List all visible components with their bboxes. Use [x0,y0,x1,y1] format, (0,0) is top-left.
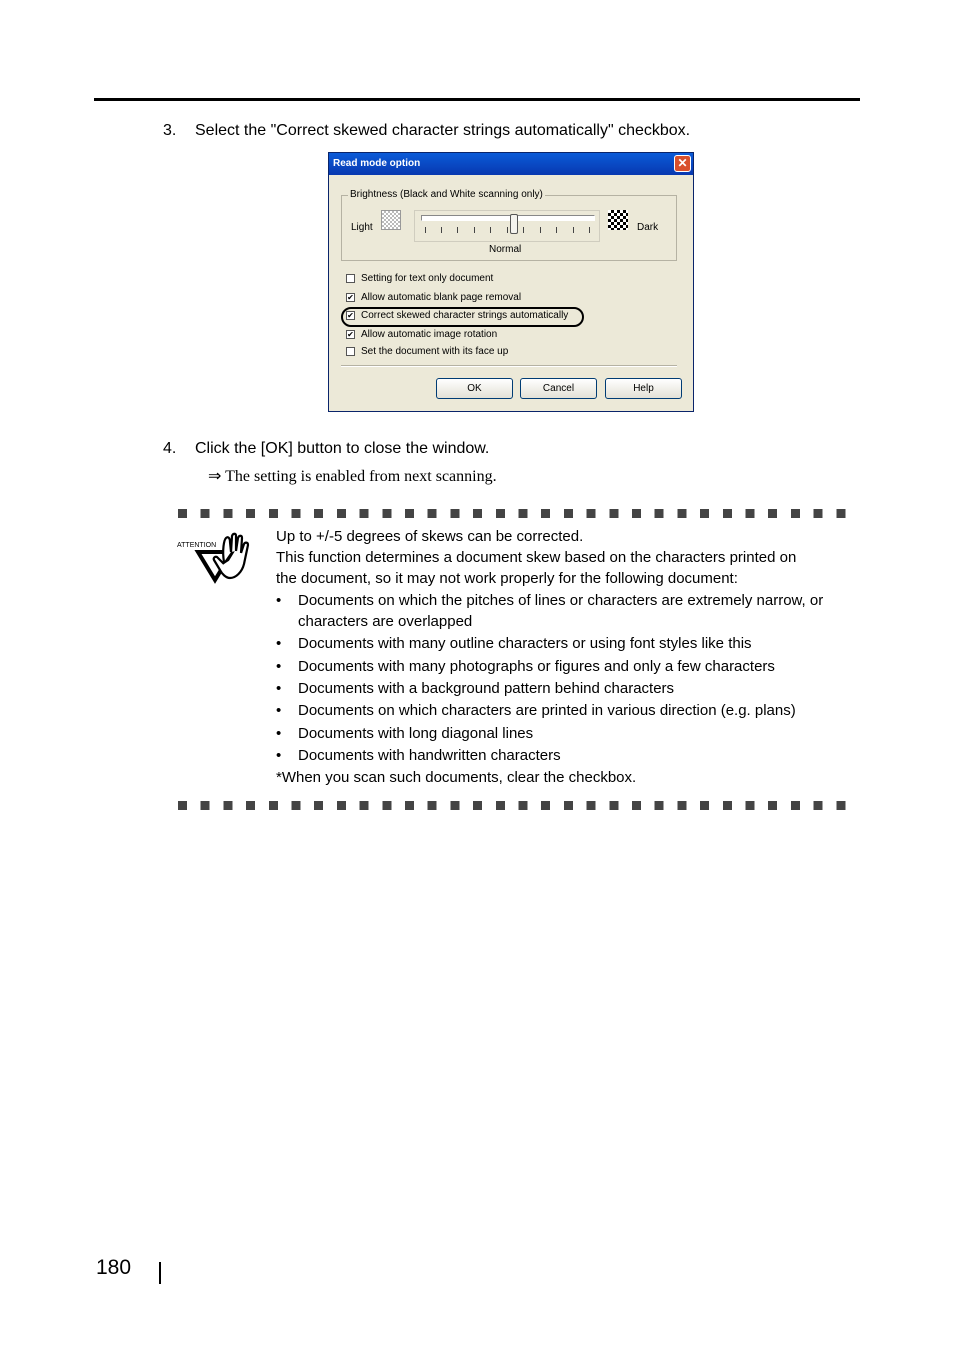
bullet-text: Documents with handwritten characters [298,747,561,764]
slider-tick [556,227,557,233]
bullet: • [276,592,282,609]
checkbox-box[interactable]: ✔ [347,329,354,339]
bullet-text: Documents with a background pattern behind characters [298,680,675,697]
slider-tick [523,227,524,233]
checkbox-face-up[interactable] [346,344,508,358]
ok-button[interactable]: OK [436,378,513,399]
slider-tick [425,227,426,233]
page-number-rule [159,1262,161,1284]
slider-tick [589,227,590,233]
attention-intro-1: Up to +/-5 degrees of skews can be corrected. [276,528,584,545]
slider-thumb[interactable] [510,214,518,234]
bullet-text: Documents on which the pitches of lines or characters are extremely narrow, or characters are overlapped [298,592,824,630]
highlight-oval [341,307,584,327]
slider-tick [474,227,475,233]
slider-tick [441,227,442,233]
attention-intro-3: the document, so it may not work properly for the following document: [276,570,738,587]
checkbox-box[interactable] [346,347,355,356]
attention-footer: *When you scan such documents, clear the checkbox. [276,769,637,786]
brightness-group-label: Brightness (Black and White scanning only) [350,189,543,200]
dialog-title: Read mode option [333,158,421,169]
attention-bottom-border [178,801,850,810]
checkbox-text-only[interactable] [346,271,493,285]
cancel-button[interactable]: Cancel [520,378,597,399]
checkbox-label: Setting for text only document [361,272,494,284]
bullet: • [276,702,282,719]
step-4 [163,440,489,458]
checkbox-label: Correct skewed character strings automatically [361,309,569,321]
attention-intro-2: This function determines a document skew based on the characters printed on [276,549,797,566]
slider-tick [573,227,574,233]
dark-pattern-icon [608,210,628,230]
checkbox-box[interactable] [346,274,355,283]
bullet: • [276,747,282,764]
checkbox-blank-page-removal[interactable] [346,290,521,304]
bullet: • [276,725,282,742]
bullet: • [276,635,282,652]
help-button[interactable]: Help [605,378,682,399]
dark-label: Dark [637,222,659,233]
light-pattern-icon [381,210,401,230]
slider-tick [540,227,541,233]
slider-tick [457,227,458,233]
step-3 [163,122,690,140]
step-text: Click the [OK] button to close the window. [195,440,490,457]
bullet-text: Documents on which characters are printed in various direction (e.g. plans) [298,702,796,719]
step-text: Select the "Correct skewed character strings automatically" checkbox. [195,122,691,139]
checkbox-box[interactable]: ✔ [347,310,354,320]
bullet: • [276,658,282,675]
light-label: Light [351,222,373,233]
checkbox-label: Set the document with its face up [361,345,509,357]
bullet: • [276,680,282,697]
bullet-text: Documents with many outline characters or using font styles like this [298,635,752,652]
step-number: 3. [163,122,177,139]
normal-label: Normal [489,244,522,255]
bullet-text: Documents with many photographs or figures and only a few characters [298,658,775,675]
dialog-separator [341,365,677,367]
close-icon[interactable]: ✕ [674,155,691,172]
result-text: ⇒ The setting is enabled from next scanning. [208,468,497,485]
step-number: 4. [163,440,177,457]
checkbox-box[interactable]: ✔ [347,292,354,302]
brightness-slider[interactable] [414,210,600,242]
page-number: 180 [96,1256,132,1279]
slider-track [421,215,595,221]
checkbox-label: Allow automatic image rotation [361,328,498,340]
header-rule [94,98,860,101]
checkbox-image-rotation[interactable] [346,327,497,341]
attention-icon-label: ATTENTION [177,542,217,549]
checkbox-label: Allow automatic blank page removal [361,291,522,303]
bullet-text: Documents with long diagonal lines [298,725,534,742]
attention-hand-icon [176,532,258,584]
slider-tick [490,227,491,233]
slider-tick [507,227,508,233]
attention-top-border [178,509,850,518]
read-mode-option-dialog [328,152,694,412]
dialog-titlebar [329,153,693,175]
